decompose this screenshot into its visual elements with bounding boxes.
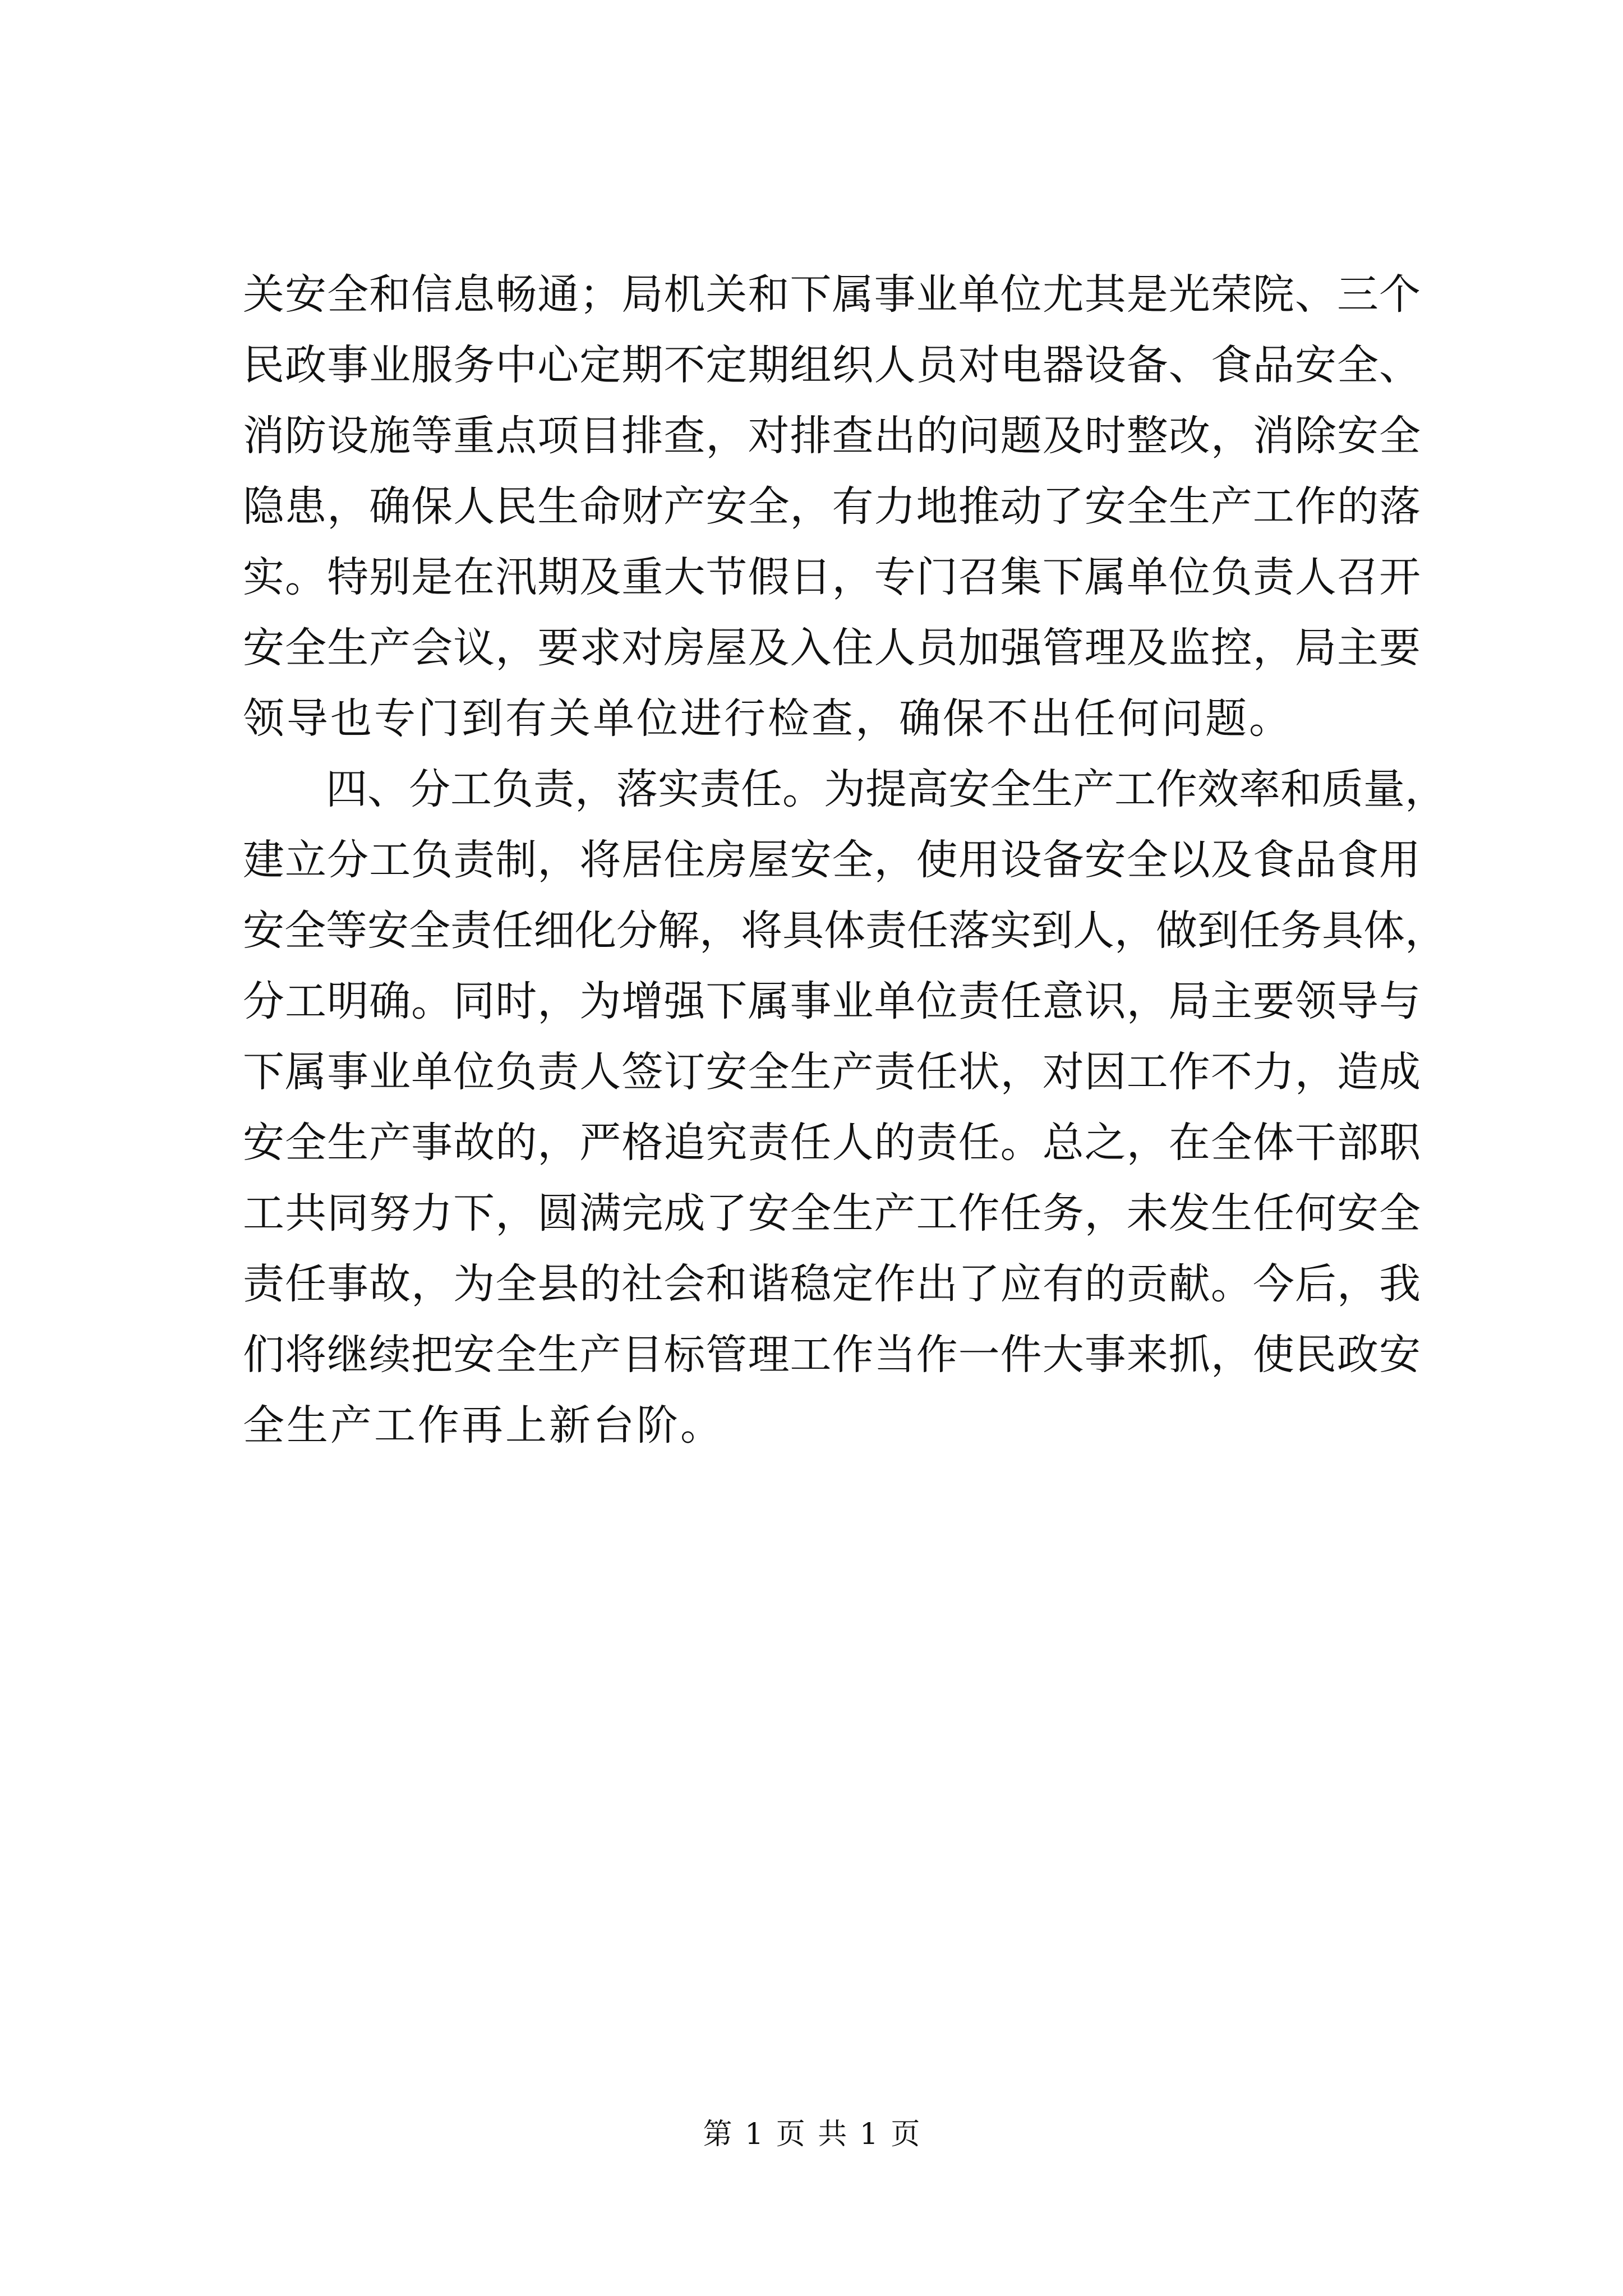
text-line: 建立分工负责制，将居住房屋安全，使用设备安全以及食品食用 [243, 836, 1421, 884]
text-line: 们将继续把安全生产目标管理工作当作一件大事来抓，使民政安 [243, 1331, 1421, 1379]
text-line: 工共同努力下，圆满完成了安全生产工作任务，未发生任何安全 [243, 1189, 1421, 1237]
text-line: 全生产工作再上新台阶。 [243, 1401, 724, 1450]
paragraph-first-line: 四、分工负责，落实责任。为提高安全生产工作效率和质量， [326, 765, 1446, 813]
text-line: 安全生产会议，要求对房屋及入住人员加强管理及监控，局主要 [243, 624, 1421, 672]
text-line: 消防设施等重点项目排查，对排查出的问题及时整改，消除安全 [243, 412, 1421, 460]
document-body [243, 259, 1446, 1461]
text-line: 分工明确。同时，为增强下属事业单位责任意识，局主要领导与 [243, 977, 1421, 1025]
text-line: 领导也专门到有关单位进行检查，确保不出任何问题。 [243, 694, 1293, 743]
text-line: 关安全和信息畅通；局机关和下属事业单位尤其是光荣院、三个 [243, 270, 1421, 319]
text-line: 安全等安全责任细化分解，将具体责任落实到人，做到任务具体， [243, 907, 1446, 955]
text-line: 隐患，确保人民生命财产安全，有力地推动了安全生产工作的落 [243, 482, 1421, 531]
text-line: 安全生产事故的，严格追究责任人的责任。总之，在全体干部职 [243, 1119, 1421, 1167]
page-footer: 第 1 页 共 1 页 [703, 2118, 920, 2151]
text-line: 民政事业服务中心定期不定期组织人员对电器设备、食品安全、 [243, 341, 1421, 389]
text-line: 实。特别是在汛期及重大节假日，专门召集下属单位负责人召开 [243, 553, 1421, 601]
text-line: 责任事故，为全县的社会和谐稳定作出了应有的贡献。今后，我 [243, 1260, 1421, 1308]
text-line: 下属事业单位负责人签订安全生产责任状，对因工作不力，造成 [243, 1048, 1421, 1096]
